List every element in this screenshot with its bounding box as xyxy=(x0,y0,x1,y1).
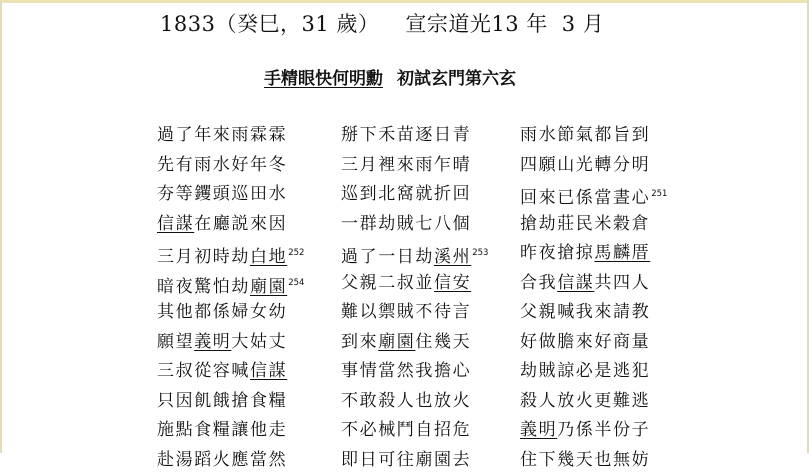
poem-line xyxy=(520,239,690,269)
header-cyclical: （癸巳，31 歲） xyxy=(215,12,379,36)
verse-text: 過了一日劫 xyxy=(341,247,434,267)
poem-line xyxy=(520,357,690,387)
poem-line xyxy=(157,210,327,240)
poem-line xyxy=(341,446,511,475)
poem-line xyxy=(520,298,690,328)
underlined-name: 信謀 xyxy=(557,273,594,293)
poem-line xyxy=(157,446,327,475)
song-title-plain: 初試玄門第六玄 xyxy=(397,69,516,89)
verse-text: 住幾天 xyxy=(415,332,471,352)
poem-line xyxy=(520,446,690,475)
verse-text: 合我 xyxy=(520,273,557,293)
underlined-name: 信安 xyxy=(434,273,471,293)
poem-line xyxy=(520,416,690,446)
underlined-name: 廟園 xyxy=(378,332,415,352)
poem-line xyxy=(341,357,511,387)
verse-text: 父親喊我來請教 xyxy=(520,302,650,322)
verse-text: 只因飢餓搶食糧 xyxy=(157,391,287,411)
verse-text: 一群劫賊七八個 xyxy=(341,214,471,234)
underlined-name: 溪州 xyxy=(434,247,471,267)
verse-text: 赴湯蹈火應當然 xyxy=(157,450,287,470)
verse-text: 三月初時劫 xyxy=(157,247,250,267)
poem-line xyxy=(341,180,511,210)
verse-text: 住下幾天也無妨 xyxy=(520,450,650,470)
verse-text: 先有雨水好年冬 xyxy=(157,155,287,175)
poem-line xyxy=(157,180,327,210)
header-reign: 宣宗道光13 年 xyxy=(405,12,547,36)
verse-text: 殺人放火更難逃 xyxy=(520,391,650,411)
footnote-marker[interactable]: 254 xyxy=(288,278,304,288)
song-title xyxy=(264,64,516,89)
verse-text: 夯等钁頭巡田水 xyxy=(157,184,287,204)
verse-text: 不必械鬥自招危 xyxy=(341,420,471,440)
viewer-top-edge xyxy=(0,0,809,3)
poem-line xyxy=(157,239,327,269)
poem-line xyxy=(157,416,327,446)
verse-text: 劫賊諒必是逃犯 xyxy=(520,361,650,381)
footnote-marker[interactable]: 253 xyxy=(472,248,488,258)
verse-text: 搶劫莊民米穀倉 xyxy=(520,214,650,234)
poem-line xyxy=(520,151,690,181)
verse-text: 三叔從容喊 xyxy=(157,361,250,381)
poem-line xyxy=(341,328,511,358)
verse-text: 事情當然我擔心 xyxy=(341,361,471,381)
viewer-left-edge xyxy=(0,0,2,453)
poem-line xyxy=(520,328,690,358)
verse-text: 三月裡來雨乍晴 xyxy=(341,155,471,175)
underlined-name: 廟園 xyxy=(250,277,287,297)
page-header xyxy=(160,8,604,38)
verse-text: 巡到北窩就折回 xyxy=(341,184,471,204)
verse-text: 施點食糧讓他走 xyxy=(157,420,287,440)
underlined-name: 義明 xyxy=(194,332,231,352)
poem-line xyxy=(157,298,327,328)
poem-line xyxy=(520,121,690,151)
verse-text: 回來已係當晝心 xyxy=(520,188,650,208)
poem-line xyxy=(341,269,511,299)
poem-line xyxy=(520,180,690,210)
verse-text: 難以禦賊不待言 xyxy=(341,302,471,322)
header-month: 3 月 xyxy=(562,12,605,36)
verse-text: 大姑丈 xyxy=(231,332,287,352)
poem-line xyxy=(520,387,690,417)
verse-text: 雨水節氣都旨到 xyxy=(520,125,650,145)
verse-text: 在廳説來因 xyxy=(194,214,287,234)
verse-text: 四願山光轉分明 xyxy=(520,155,650,175)
underlined-name: 馬麟厝 xyxy=(594,243,650,263)
poem-line xyxy=(157,357,327,387)
underlined-name: 信謀 xyxy=(250,361,287,381)
underlined-name: 信謀 xyxy=(157,214,194,234)
footnote-marker[interactable]: 251 xyxy=(651,189,667,199)
underlined-name: 義明 xyxy=(520,420,557,440)
verse-text: 好做膽來好商量 xyxy=(520,332,650,352)
verse-text: 父親二叔並 xyxy=(341,273,434,293)
poem-line xyxy=(341,239,511,269)
poem-column-3 xyxy=(520,121,690,475)
verse-text: 乃係半份子 xyxy=(557,420,650,440)
poem-line xyxy=(341,121,511,151)
poem-column-2 xyxy=(341,121,511,475)
poem-line xyxy=(520,269,690,299)
verse-text: 過了年來雨霖霖 xyxy=(157,125,287,145)
poem-line xyxy=(520,210,690,240)
poem-line xyxy=(157,387,327,417)
footnote-marker[interactable]: 252 xyxy=(288,248,304,258)
verse-text: 掰下禾苗逐日青 xyxy=(341,125,471,145)
poem-line xyxy=(341,151,511,181)
poem-line xyxy=(341,416,511,446)
verse-text: 其他都係婦女幼 xyxy=(157,302,287,322)
underlined-name: 白地 xyxy=(250,247,287,267)
poem-line xyxy=(341,210,511,240)
song-title-underlined: 手精眼快何明勳 xyxy=(264,69,383,89)
verse-text: 共四人 xyxy=(594,273,650,293)
verse-text: 到來 xyxy=(341,332,378,352)
poem-line xyxy=(341,387,511,417)
verse-text: 暗夜驚怕劫 xyxy=(157,277,250,297)
verse-text: 昨夜搶掠 xyxy=(520,243,594,263)
poem-line xyxy=(157,328,327,358)
verse-text: 不敢殺人也放火 xyxy=(341,391,471,411)
verse-text: 願望 xyxy=(157,332,194,352)
poem-line xyxy=(341,298,511,328)
header-year: 1833 xyxy=(160,12,215,36)
verse-text: 即日可往廟園去 xyxy=(341,450,471,470)
poem-line xyxy=(157,121,327,151)
poem-line xyxy=(157,151,327,181)
poem-column-1 xyxy=(157,121,327,475)
poem-line xyxy=(157,269,327,299)
